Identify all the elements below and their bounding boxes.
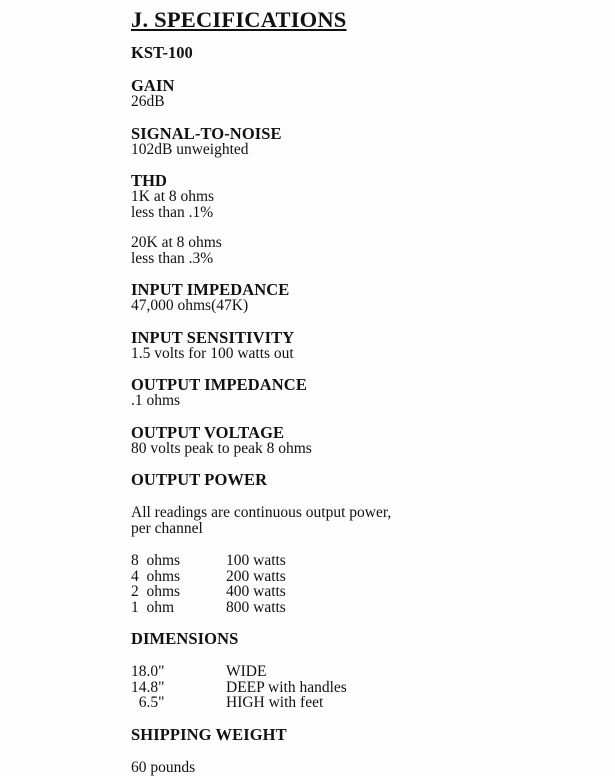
spec-value: 102dB unweighted — [131, 140, 249, 158]
dimension-row — [131, 680, 601, 696]
spec-value: .1 ohms — [131, 392, 181, 409]
spec-title: INPUT IMPEDANCE — [131, 280, 290, 299]
spec-value: 47,000 ohms(47K) — [131, 297, 249, 314]
spec-output-voltage — [131, 424, 601, 457]
spec-value: less than .1% — [131, 203, 214, 221]
dimension-desc: HIGH with feet — [226, 694, 324, 711]
spec-dimensions — [131, 630, 601, 711]
power-load: 4 ohms — [131, 567, 181, 585]
power-row — [131, 584, 601, 600]
spec-value: 1K at 8 ohms — [131, 188, 215, 205]
spec-title: OUTPUT POWER — [131, 470, 268, 489]
spec-title: SHIPPING WEIGHT — [131, 724, 287, 744]
power-row — [131, 553, 601, 569]
spec-title: DIMENSIONS — [131, 629, 239, 648]
power-row — [131, 600, 601, 616]
spec-signal-to-noise — [131, 125, 601, 158]
power-watts: 200 watts — [226, 567, 286, 585]
spec-value: 20K at 8 ohms — [131, 234, 222, 251]
dimension-size: 14.8" — [131, 678, 165, 696]
spec-title: OUTPUT VOLTAGE — [131, 422, 285, 442]
spec-value: less than .3% — [131, 249, 214, 267]
spec-thd — [131, 172, 601, 266]
dimension-size: 18.0" — [131, 663, 165, 680]
dimension-size: 6.5" — [131, 694, 165, 711]
spec-note: All readings are continuous output power, — [131, 504, 392, 521]
power-row — [131, 569, 601, 585]
spec-output-power — [131, 471, 601, 615]
spec-title: OUTPUT IMPEDANCE — [131, 375, 307, 394]
spec-value: 80 volts peak to peak 8 ohms — [131, 439, 312, 457]
power-load: 2 ohms — [131, 583, 181, 600]
spec-title: GAIN — [131, 76, 175, 95]
spec-sheet — [131, 8, 601, 775]
spec-note: per channel — [131, 519, 203, 537]
page-title: J. SPECIFICATIONS — [131, 7, 347, 32]
power-watts: 100 watts — [226, 552, 286, 569]
dimension-desc: DEEP with handles — [226, 678, 347, 696]
spec-input-sensitivity — [131, 329, 601, 362]
power-load: 1 ohm — [131, 598, 175, 616]
spec-gain — [131, 77, 601, 110]
spec-title: THD — [131, 171, 168, 190]
power-load: 8 ohms — [131, 552, 181, 569]
spec-title: SIGNAL-TO-NOISE — [131, 123, 282, 143]
spec-value: 1.5 volts for 100 watts out — [131, 344, 294, 362]
dimension-row — [131, 695, 601, 711]
spec-shipping-weight — [131, 726, 601, 776]
spec-value: 60 pounds — [131, 758, 196, 776]
model-name: KST-100 — [131, 43, 193, 62]
spec-output-impedance — [131, 376, 601, 409]
spec-input-impedance — [131, 281, 601, 314]
spec-title: INPUT SENSITIVITY — [131, 327, 295, 347]
dimension-row — [131, 664, 601, 680]
power-watts: 400 watts — [226, 583, 286, 600]
dimension-desc: WIDE — [226, 663, 267, 680]
spec-value: 26dB — [131, 93, 165, 110]
power-watts: 800 watts — [226, 598, 286, 616]
